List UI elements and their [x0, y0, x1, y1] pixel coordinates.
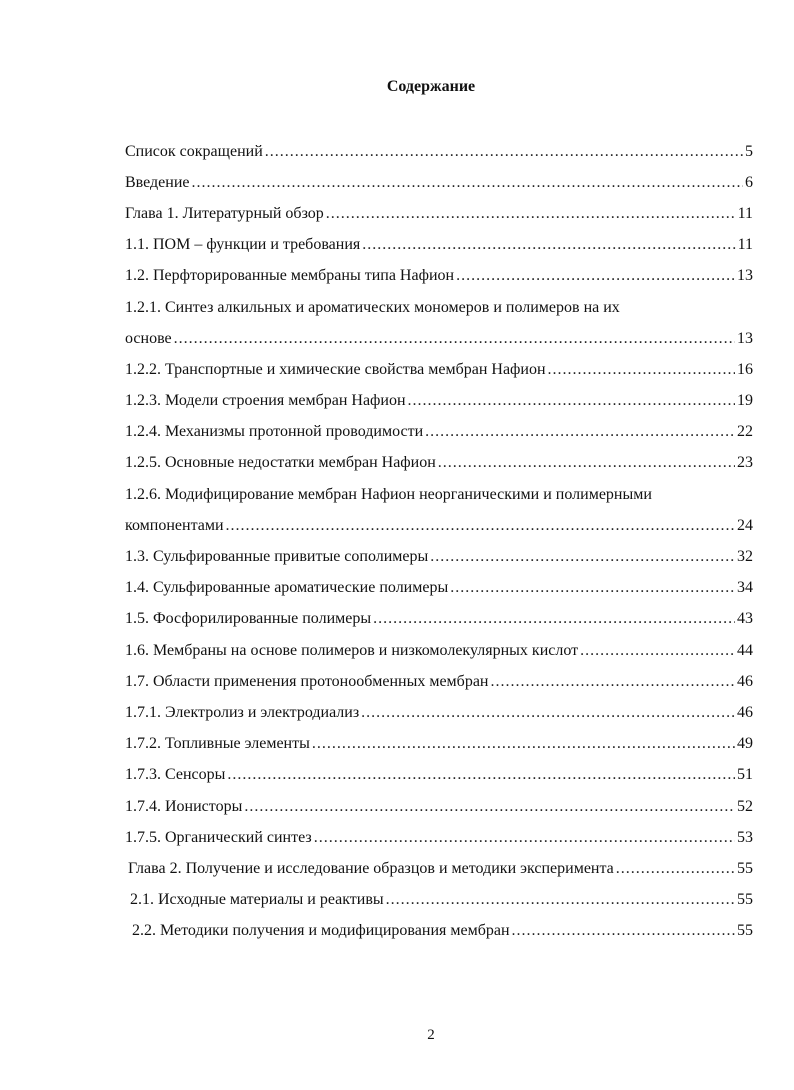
toc-label: 1.7.4. Ионисторы [125, 797, 243, 815]
toc-entry [125, 230, 753, 261]
toc-label: Глава 1. Литературный обзор [125, 204, 324, 222]
toc-label: Введение [125, 173, 190, 191]
toc-label: 1.5. Фосфорилированные полимеры [125, 610, 372, 628]
toc-page: 53 [737, 828, 753, 846]
toc-leader [373, 610, 735, 628]
toc-page: 55 [737, 922, 753, 940]
toc-leader [425, 423, 735, 441]
toc-page: 11 [737, 204, 753, 222]
toc-page: 51 [737, 766, 753, 784]
toc-leader [192, 174, 744, 192]
toc-leader [438, 454, 735, 472]
toc-leader [174, 330, 735, 348]
toc-label: 1.7.3. Сенсоры [125, 766, 226, 784]
toc-entry [125, 604, 753, 635]
toc-entry [125, 292, 753, 323]
toc-page: 43 [737, 610, 753, 628]
toc-entry [125, 760, 753, 791]
toc-label: 1.2.2. Транспортные и химические свойства мембран Нафион [125, 360, 546, 378]
toc-page: 46 [737, 672, 753, 690]
toc-page: 6 [745, 173, 753, 191]
toc-entry [125, 697, 753, 728]
toc-entry [125, 323, 753, 354]
toc-leader [314, 829, 735, 847]
toc-leader [580, 642, 735, 660]
toc-entry [125, 198, 753, 229]
toc-label: Глава 2. Получение и исследование образцов и методики эксперимента [128, 859, 614, 877]
toc-leader [386, 891, 735, 909]
toc-leader [548, 361, 735, 379]
toc-entry [125, 885, 753, 916]
toc-leader [361, 704, 735, 722]
page-title: Содержание [386, 78, 476, 95]
toc-page: 32 [737, 548, 753, 566]
toc-label: 1.4. Сульфированные ароматические полимеры [125, 579, 449, 597]
toc-entry [125, 386, 753, 417]
toc-label: 1.2. Перфторированные мембраны типа Нафион [125, 267, 455, 285]
toc-label: 1.7.1. Электролиз и электродиализ [125, 703, 360, 721]
toc-leader [265, 143, 743, 161]
toc-label: 1.2.3. Модели строения мембран Нафион [125, 392, 406, 410]
toc-leader [450, 579, 735, 597]
toc-page: 49 [737, 735, 753, 753]
toc-label: компонентами [125, 516, 224, 534]
toc-label: 1.1. ПОМ – функции и требования [125, 236, 361, 254]
toc-leader [312, 735, 735, 753]
toc-label: основе [125, 329, 172, 347]
toc-label: 1.7.2. Топливные элементы [125, 735, 310, 753]
toc-leader [244, 798, 735, 816]
toc-page: 24 [737, 516, 753, 534]
toc-leader [512, 922, 735, 940]
toc-page: 22 [737, 423, 753, 441]
toc-entry [125, 261, 753, 292]
toc-leader [226, 517, 735, 535]
toc-entry [125, 916, 753, 947]
toc-label: 1.2.6. Модифицирование мембран Нафион неорганическими и полимерными [125, 485, 652, 503]
toc-leader [616, 860, 735, 878]
toc-label: 1.7.5. Органический синтез [125, 828, 312, 846]
toc-label: 2.1. Исходные материалы и реактивы [130, 891, 384, 909]
toc-entry [125, 822, 753, 853]
toc-page: 44 [737, 641, 753, 659]
toc-label: 1.3. Сульфированные привитые сополимеры [125, 548, 429, 566]
toc-entry [125, 510, 753, 541]
toc-entry [125, 635, 753, 666]
toc-entry [125, 448, 753, 479]
toc-label: 1.2.4. Механизмы протонной проводимости [125, 423, 424, 441]
toc-leader [456, 267, 735, 285]
table-of-contents [125, 136, 753, 947]
toc-leader [490, 673, 735, 691]
toc-page: 52 [737, 797, 753, 815]
toc-page: 55 [737, 891, 753, 909]
toc-label: Список сокращений [125, 142, 263, 160]
toc-page: 13 [737, 267, 753, 285]
toc-label: 1.2.1. Синтез алкильных и ароматических мономеров и полимеров на их [125, 298, 620, 316]
toc-entry [125, 417, 753, 448]
toc-leader [430, 548, 735, 566]
toc-page: 46 [737, 703, 753, 721]
toc-leader [408, 392, 735, 410]
toc-entry [125, 541, 753, 572]
toc-entry [125, 573, 753, 604]
toc-entry [125, 791, 753, 822]
toc-page: 55 [737, 859, 753, 877]
toc-label: 1.2.5. Основные недостатки мембран Нафион [125, 454, 436, 472]
toc-page: 16 [737, 360, 753, 378]
toc-leader [326, 205, 736, 223]
toc-label: 2.2. Методики получения и модифицирования мембран [132, 922, 510, 940]
toc-label: 1.7. Области применения протонообменных мембран [125, 672, 489, 690]
toc-page: 23 [737, 454, 753, 472]
toc-page: 34 [737, 579, 753, 597]
toc-page: 5 [745, 142, 753, 160]
page-number: 2 [427, 1027, 435, 1043]
toc-entry [125, 853, 753, 884]
toc-entry [125, 354, 753, 385]
toc-entry [125, 729, 753, 760]
toc-label: 1.6. Мембраны на основе полимеров и низкомолекулярных кислот [125, 641, 579, 659]
toc-page: 13 [737, 329, 753, 347]
toc-entry [125, 666, 753, 697]
toc-page: 11 [737, 236, 753, 254]
toc-entry [125, 479, 753, 510]
toc-leader [227, 766, 735, 784]
toc-entry [125, 136, 753, 167]
toc-leader [362, 236, 735, 254]
toc-page: 19 [737, 392, 753, 410]
toc-entry [125, 167, 753, 198]
